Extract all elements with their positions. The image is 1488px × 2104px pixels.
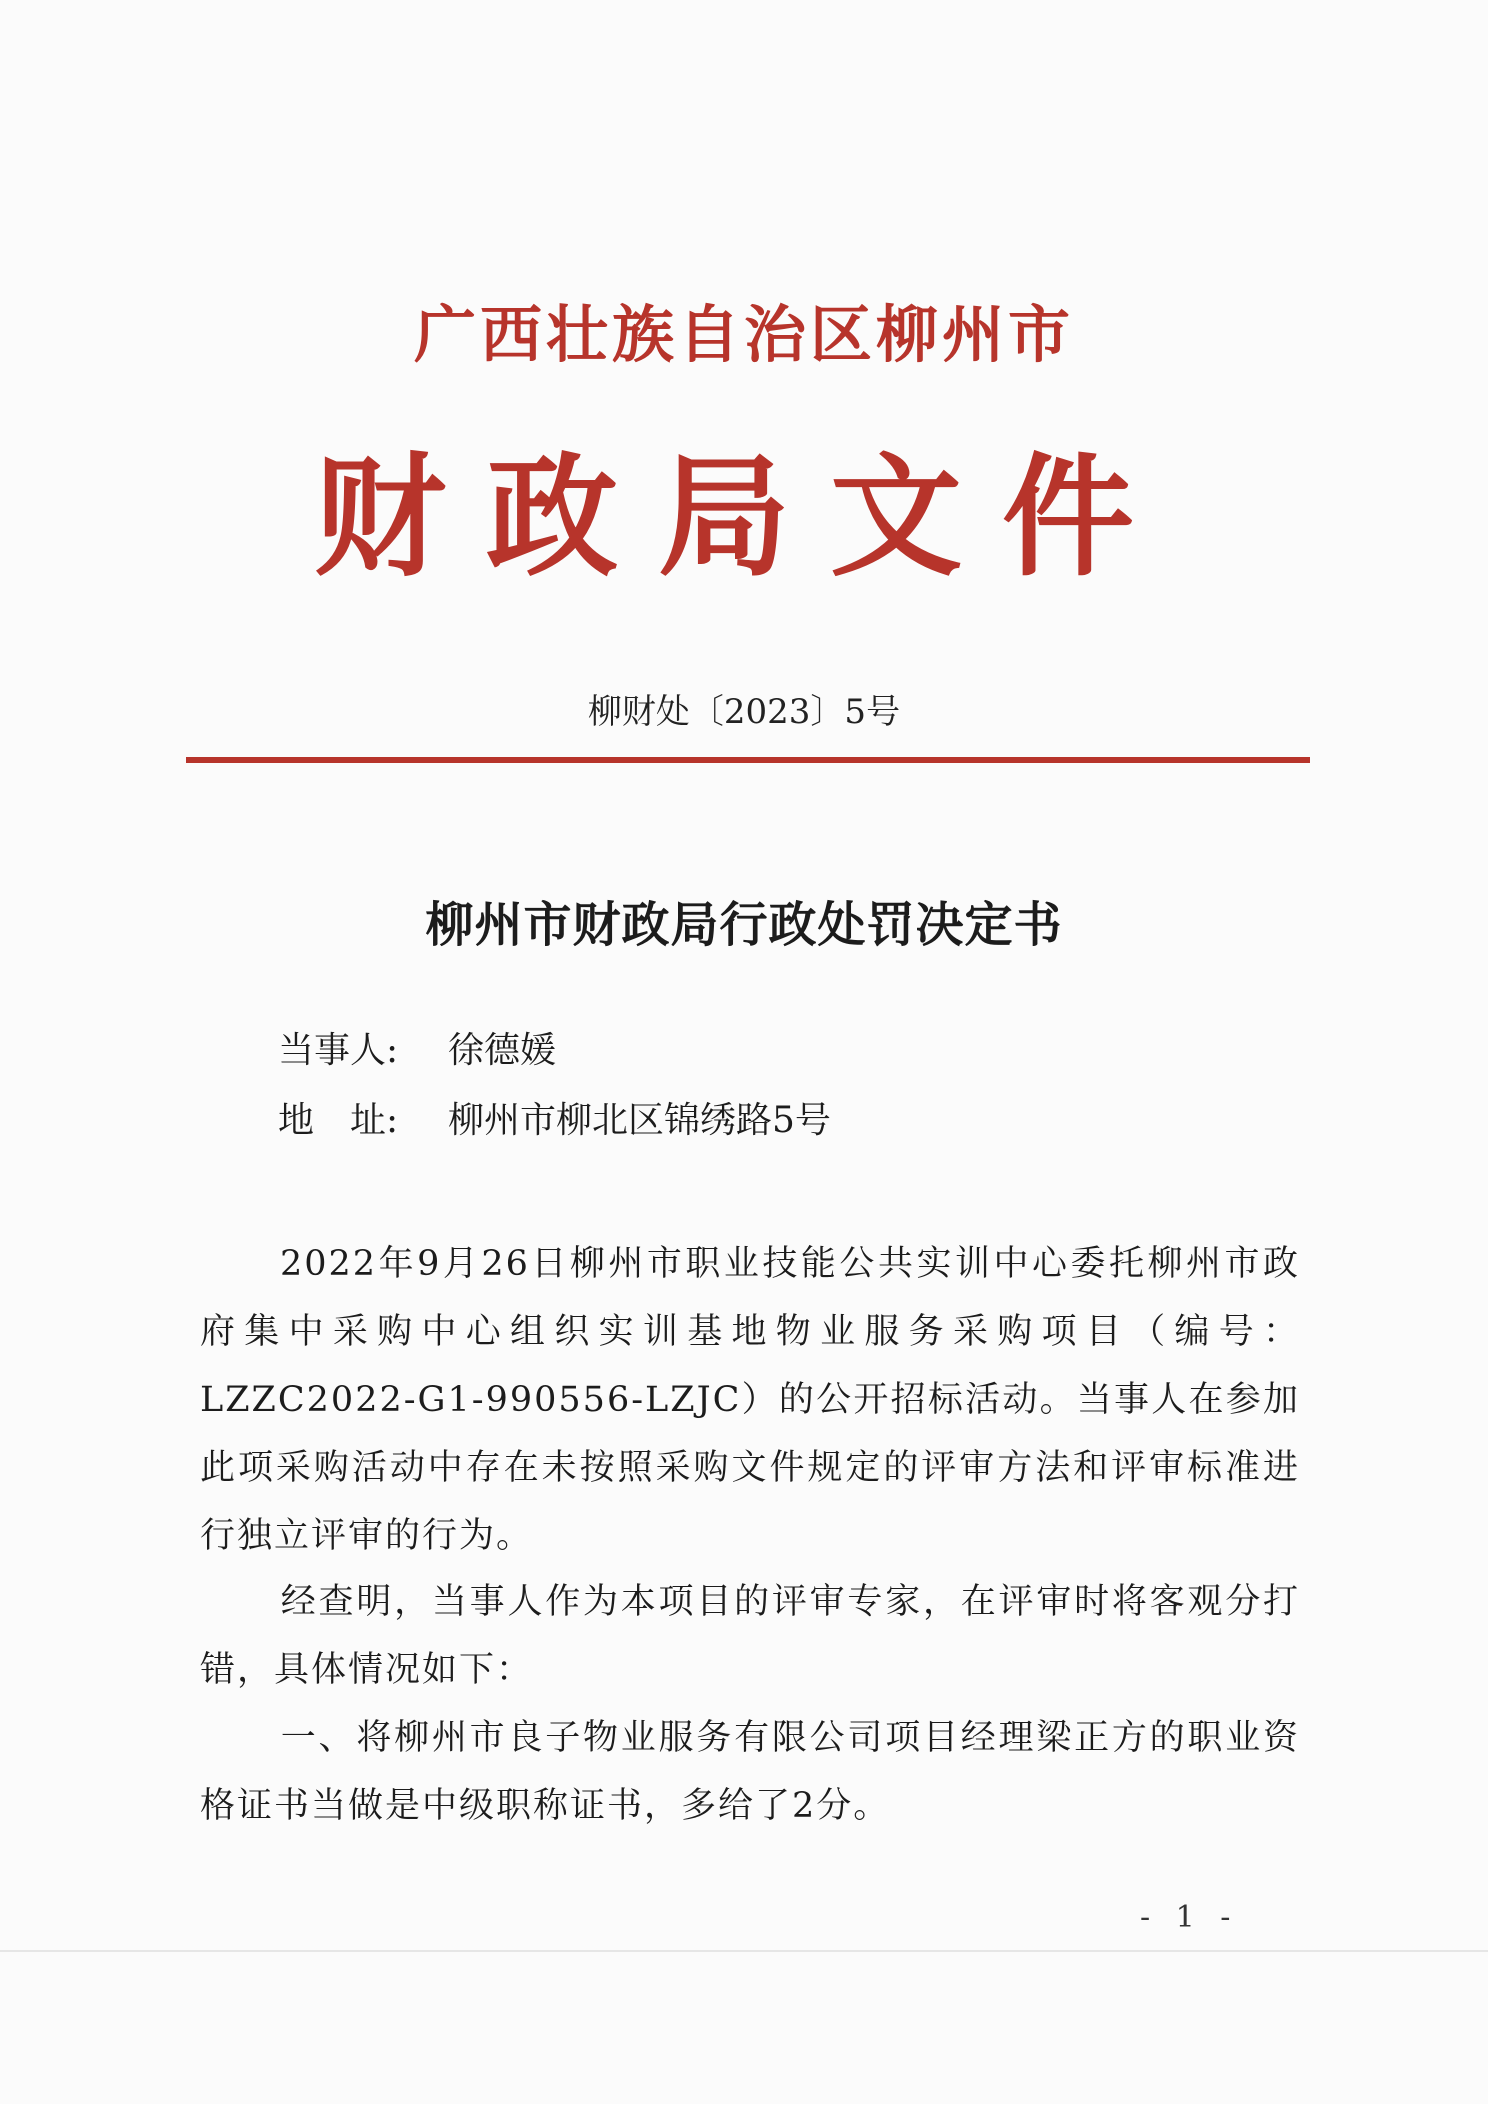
issuer-header-line2: 财政局文件 (314, 440, 1174, 595)
party-address-value: 柳州市柳北区锦绣路5号 (448, 1100, 831, 1141)
paragraph-text: 2022年9月26日柳州市职业技能公共实训中心委托柳州市政府集中采购中心组织实训基地物业服务采购项目（编号：LZZC2022-G1-990556-LZJC）的公开招标活动。当事人在参加此项采购活动中存在未按照采购文件规定的评审方法和评审标准进行独立评审的行为。 (200, 1244, 1300, 1556)
page-number: - 1 - (1140, 1900, 1239, 1935)
page-bottom-edge (0, 1950, 1488, 1952)
red-divider-line (186, 757, 1310, 763)
paragraph-text: 一、将柳州市良子物业服务有限公司项目经理梁正方的职业资格证书当做是中级职称证书，多给了2分。 (200, 1718, 1300, 1826)
document-number: 柳财处〔2023〕5号 (587, 692, 901, 732)
body-paragraph (200, 1230, 1300, 1570)
party-address-row (278, 1092, 831, 1143)
body-paragraph (200, 1704, 1300, 1840)
body-paragraph (200, 1568, 1300, 1704)
issuer-header-line1: 广西壮族自治区柳州市 (413, 298, 1074, 371)
party-name-value: 徐德媛 (448, 1030, 557, 1071)
party-name-row (278, 1022, 556, 1073)
paragraph-text: 经查明，当事人作为本项目的评审专家，在评审时将客观分打错，具体情况如下： (200, 1582, 1300, 1690)
party-name-label: 当事人: (278, 1030, 399, 1071)
document-title: 柳州市财政局行政处罚决定书 (425, 897, 1063, 953)
party-address-label: 地 址: (278, 1100, 399, 1141)
